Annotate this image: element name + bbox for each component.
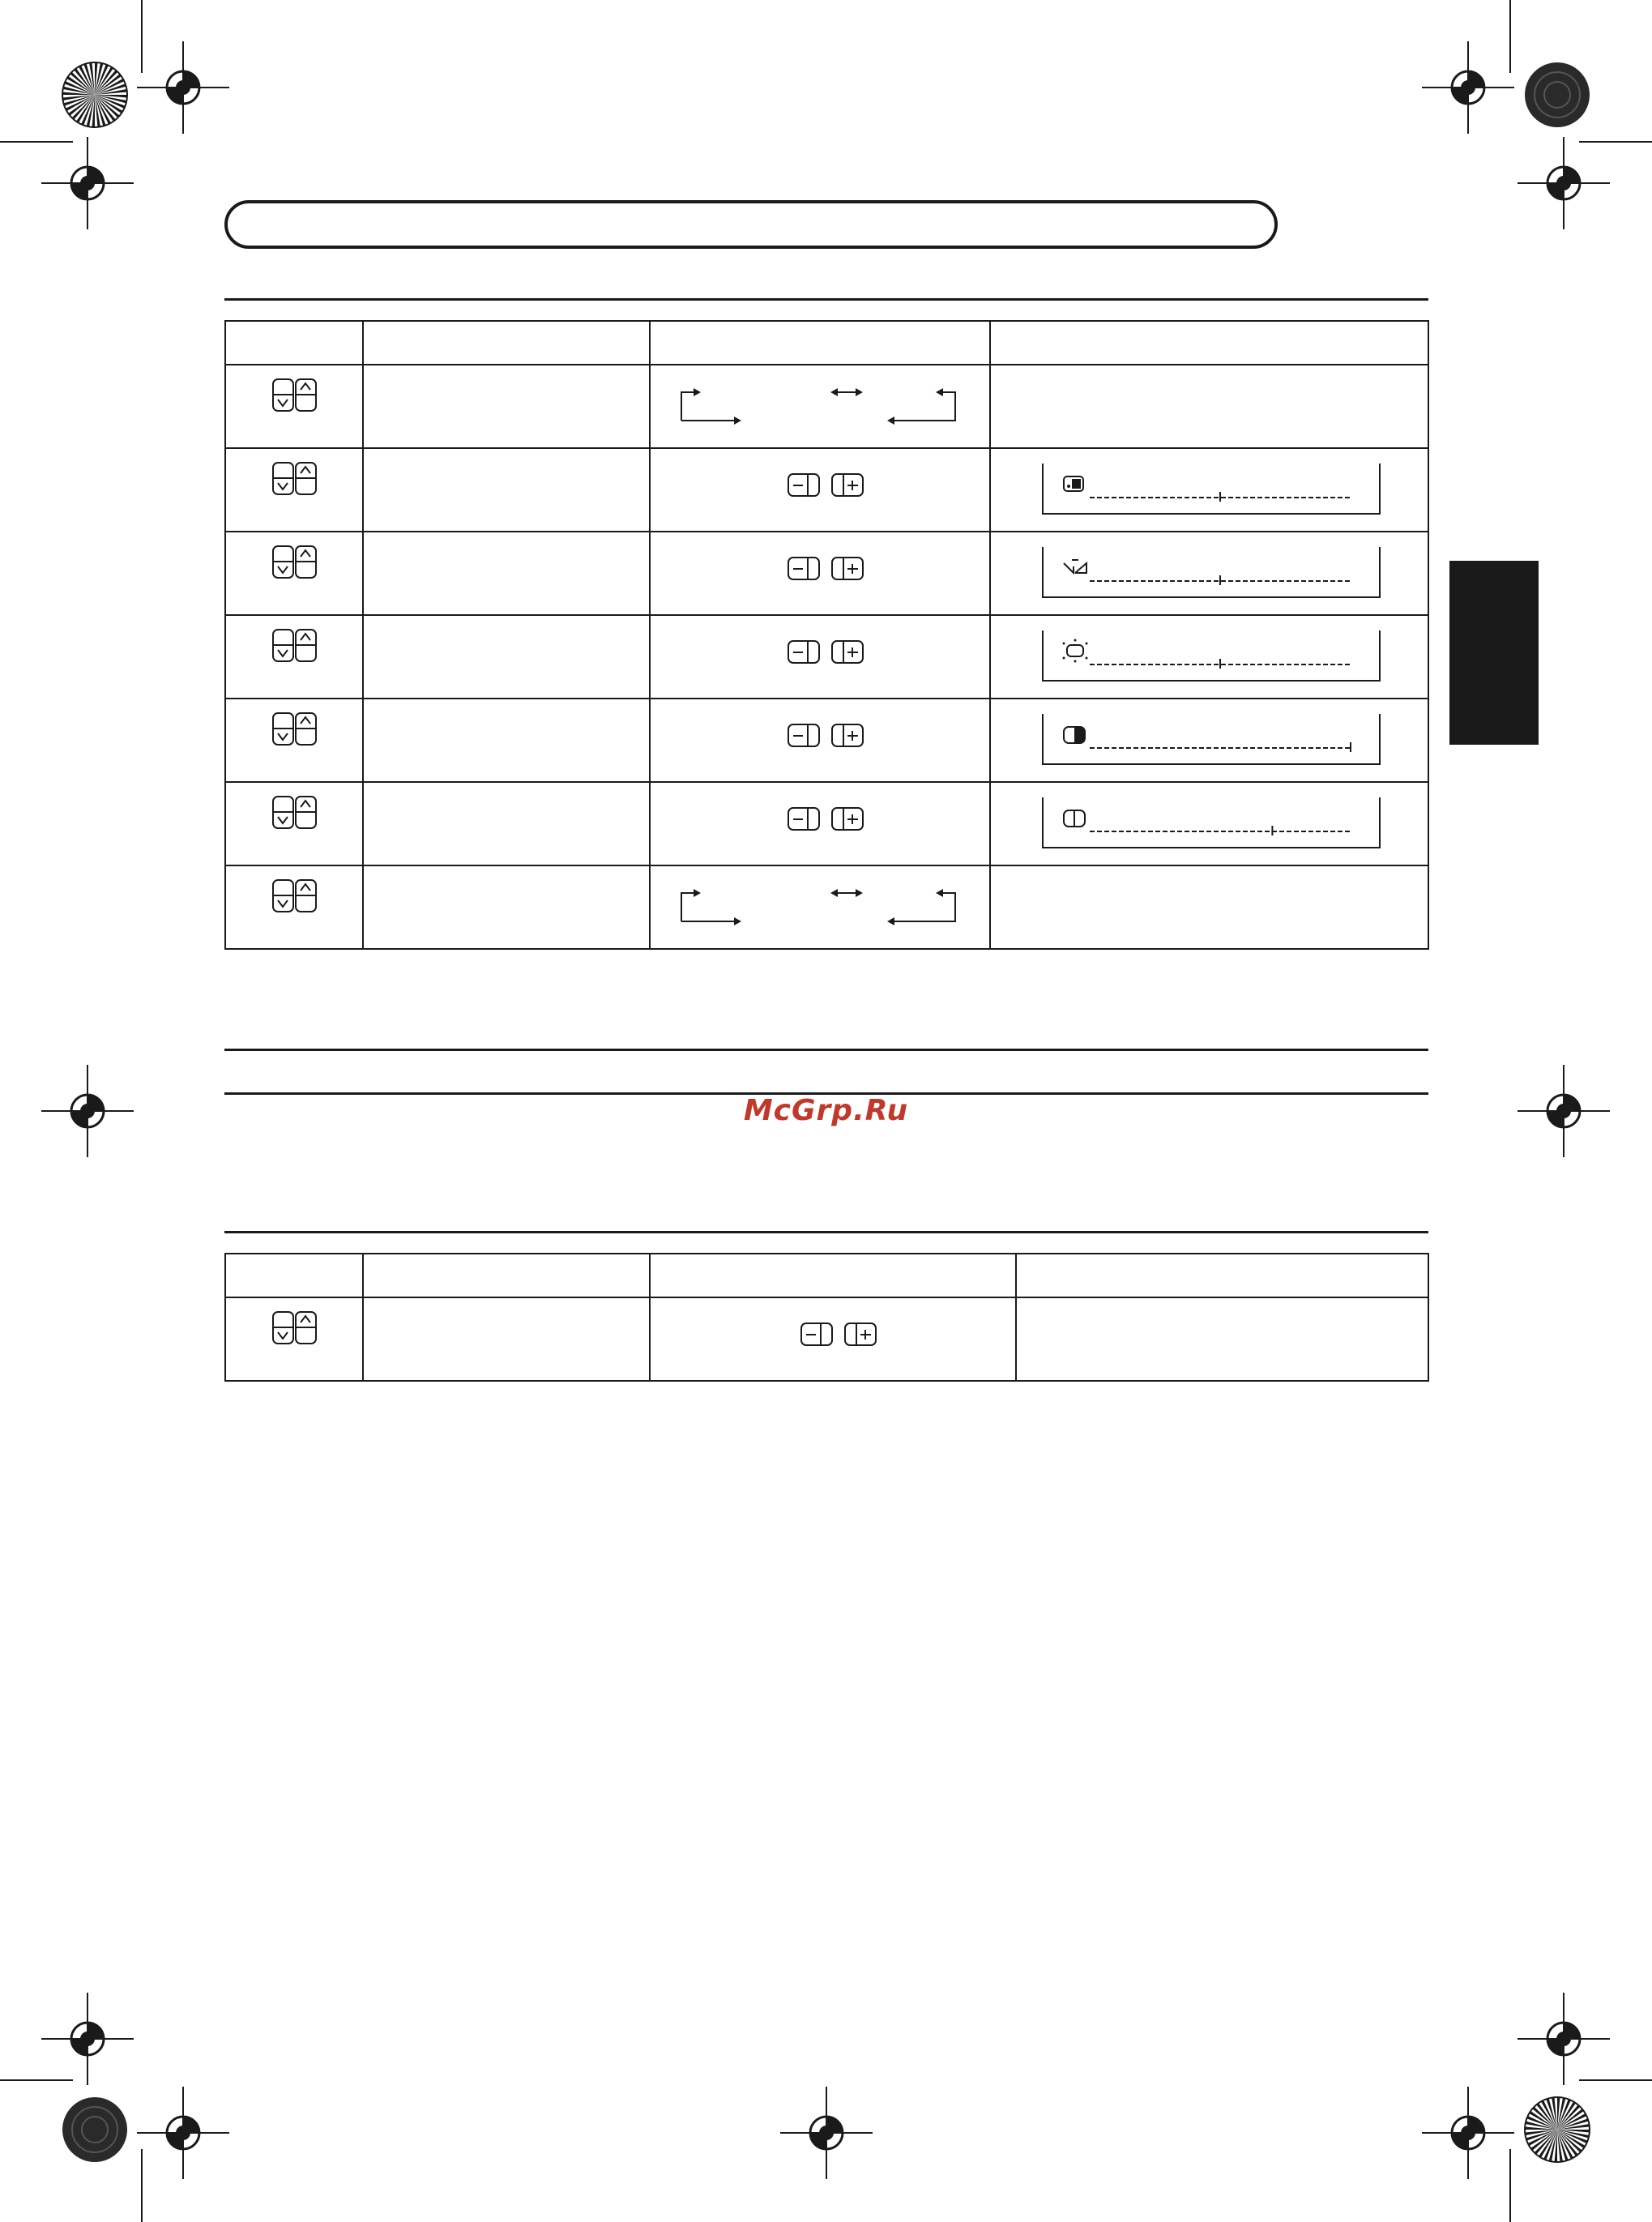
- header-cell: [363, 321, 650, 365]
- header-cell: [225, 1254, 363, 1297]
- minus-plus-keys-icon: [788, 724, 865, 748]
- item-cell: [363, 1297, 650, 1381]
- key-cell: [225, 865, 363, 949]
- up-down-select-icon: [272, 629, 318, 663]
- contrast-icon: [1064, 560, 1086, 573]
- watermark-text: McGrp.Ru: [743, 1094, 909, 1127]
- minus-plus-keys-icon: [788, 807, 865, 831]
- display-cell: [990, 615, 1428, 699]
- minus-plus-keys-icon: [788, 640, 865, 664]
- action-cell: [650, 615, 990, 699]
- section-tab: [1449, 561, 1539, 745]
- action-cell: [650, 532, 990, 615]
- section-rule: [224, 1231, 1428, 1233]
- settings-table: [224, 320, 1429, 950]
- table-row: [225, 699, 1428, 782]
- item-cell: [363, 365, 650, 448]
- header-cell: [990, 321, 1428, 365]
- sharpness-icon: [1064, 810, 1085, 827]
- minus-plus-keys-icon: [788, 473, 865, 498]
- up-down-select-icon: [272, 545, 318, 579]
- picture-icon: [1064, 476, 1083, 491]
- display-cell: [990, 448, 1428, 532]
- display-cell: [990, 782, 1428, 865]
- key-cell: [225, 782, 363, 865]
- action-cell: [650, 448, 990, 532]
- level-display: [1041, 460, 1381, 517]
- table-row: [225, 865, 1428, 949]
- key-cell: [225, 699, 363, 782]
- level-display: [1041, 711, 1381, 767]
- item-cell: [363, 782, 650, 865]
- key-cell: [225, 365, 363, 448]
- table-row: [225, 782, 1428, 865]
- brightness-icon: [1063, 639, 1088, 663]
- table-row: [225, 615, 1428, 699]
- level-display: [1041, 794, 1381, 851]
- header-cell: [650, 1254, 1016, 1297]
- display-cell: [990, 532, 1428, 615]
- key-cell: [225, 448, 363, 532]
- action-cell: [650, 782, 990, 865]
- up-down-select-icon: [272, 462, 318, 496]
- header-cell: [650, 321, 990, 365]
- item-cell: [363, 448, 650, 532]
- display-cell: [990, 865, 1428, 949]
- key-cell: [225, 532, 363, 615]
- colour-icon: [1064, 727, 1085, 743]
- table-row: [225, 448, 1428, 532]
- minus-plus-keys-icon: [800, 1323, 878, 1347]
- cycle-arrows-icon: [651, 873, 989, 929]
- minus-plus-keys-icon: [788, 557, 865, 581]
- action-cell: [650, 1297, 1016, 1381]
- up-down-select-icon: [272, 1311, 318, 1345]
- table-row: [225, 532, 1428, 615]
- table-row: [225, 1297, 1428, 1381]
- item-cell: [363, 615, 650, 699]
- item-cell: [363, 865, 650, 949]
- item-cell: [363, 699, 650, 782]
- display-cell: [1016, 1297, 1428, 1381]
- key-cell: [225, 615, 363, 699]
- table-header-row: [225, 321, 1428, 365]
- action-cell: [650, 365, 990, 448]
- up-down-select-icon: [272, 879, 318, 913]
- table-row: [225, 365, 1428, 448]
- table-header-row: [225, 1254, 1428, 1297]
- action-cell: [650, 865, 990, 949]
- display-cell: [990, 365, 1428, 448]
- section-rule: [224, 298, 1428, 301]
- cycle-arrows-icon: [651, 372, 989, 429]
- level-display: [1041, 627, 1381, 684]
- key-cell: [225, 1297, 363, 1381]
- up-down-select-icon: [272, 796, 318, 830]
- settings-table-2: [224, 1253, 1429, 1382]
- level-display: [1041, 544, 1381, 600]
- item-cell: [363, 532, 650, 615]
- header-cell: [363, 1254, 650, 1297]
- section-rule: [224, 1049, 1428, 1051]
- display-cell: [990, 699, 1428, 782]
- up-down-select-icon: [272, 378, 318, 412]
- action-cell: [650, 699, 990, 782]
- page-header-box: [224, 200, 1278, 249]
- header-cell: [1016, 1254, 1428, 1297]
- up-down-select-icon: [272, 712, 318, 746]
- header-cell: [225, 321, 363, 365]
